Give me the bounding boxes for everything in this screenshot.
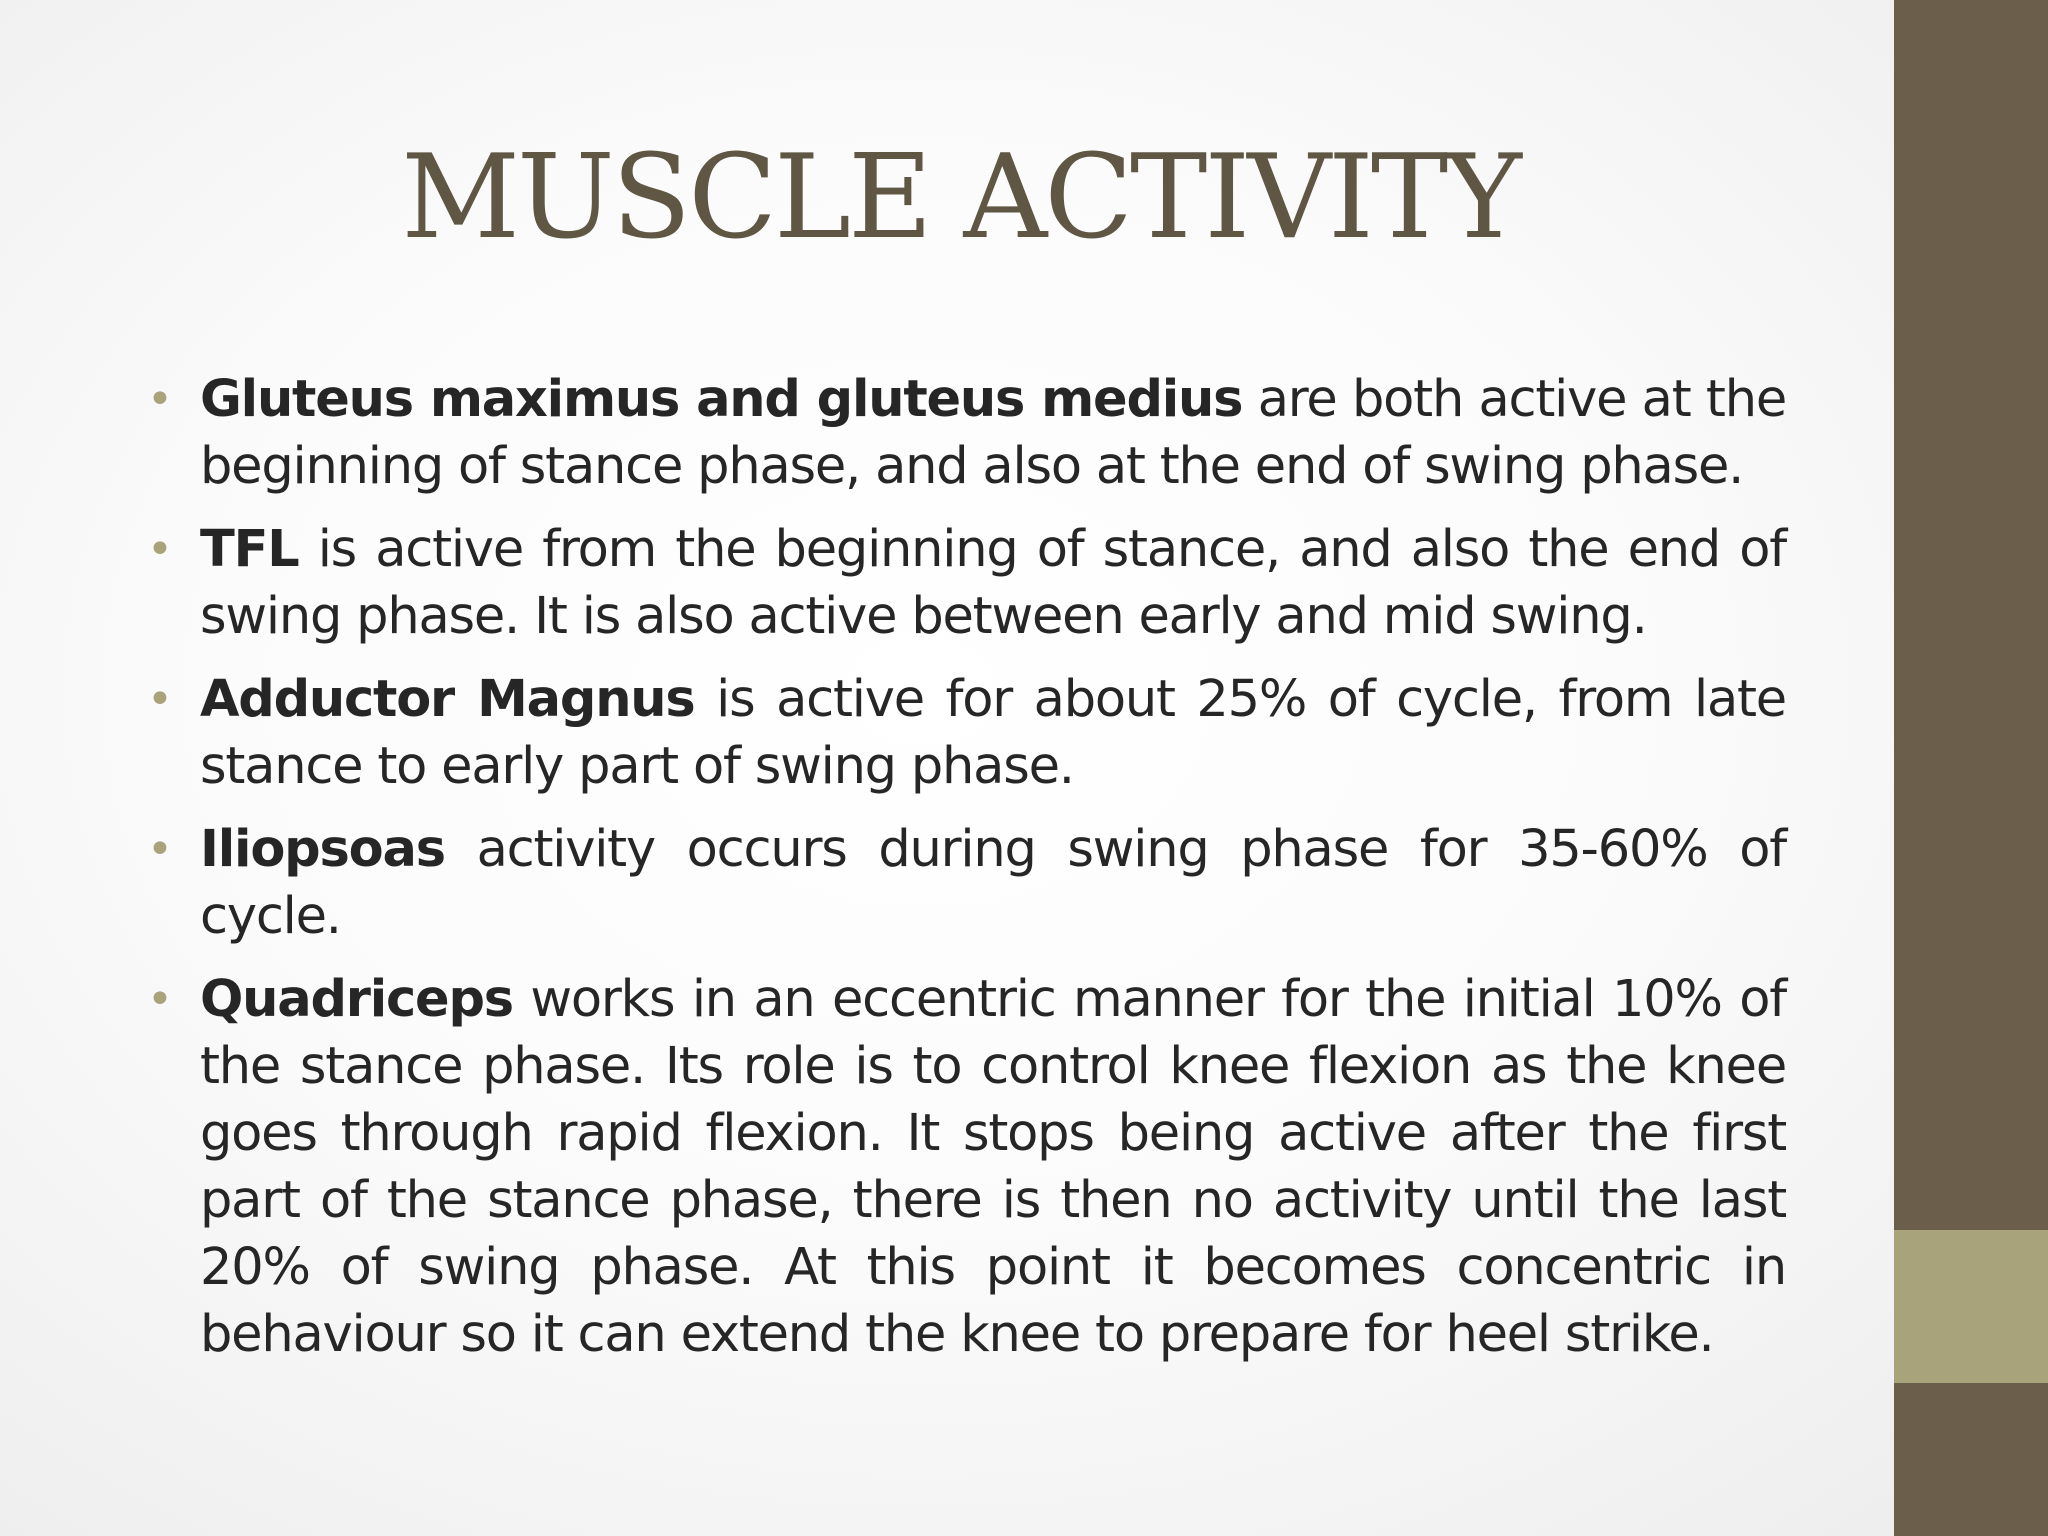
bullet-marker: • (147, 524, 172, 575)
bullet-term: Iliopsoas (200, 820, 445, 879)
bullet-marker: • (147, 824, 172, 875)
bullet-term: Quadriceps (200, 970, 513, 1029)
bullet-item-iliopsoas (147, 816, 1786, 950)
bullet-marker: • (147, 974, 172, 1025)
bullet-marker: • (147, 374, 172, 425)
bullet-term: Gluteus maximus and gluteus medius (200, 370, 1243, 429)
bullet-item-adductor-magnus (147, 666, 1786, 800)
bullet-text: is active from the beginning of stance, and also the end of swing phase. It is also active between early and mid swing. (200, 520, 1786, 646)
bullet-marker: • (147, 674, 172, 725)
bullet-item-tfl (147, 516, 1786, 650)
bullet-text: activity occurs during swing phase for 35-60% of cycle. (200, 820, 1786, 946)
bullet-term: Adductor Magnus (200, 670, 695, 729)
slide-title: MUSCLE ACTIVITY (401, 130, 1519, 265)
bullet-text: is active for about 25% of cycle, from late stance to early part of swing phase. (200, 670, 1786, 796)
bullet-list (147, 366, 1786, 1384)
bullet-term: TFL (200, 520, 299, 579)
bullet-text: are both active at the beginning of stance phase, and also at the end of swing phase. (200, 370, 1786, 496)
bullet-item-gluteus (147, 366, 1786, 500)
side-accent-decoration (1894, 1230, 2048, 1383)
bullet-item-quadriceps (147, 966, 1786, 1368)
bullet-text: works in an eccentric manner for the initial 10% of the stance phase. Its role is to control knee flexion as the knee goes through rapid flexion. It stops being active after the first part of the stance phase, there is then no activity until the last 20% of swing phase. At this point it becomes concentric in behaviour so it can extend the knee to prepare for heel strike. (200, 970, 1786, 1364)
